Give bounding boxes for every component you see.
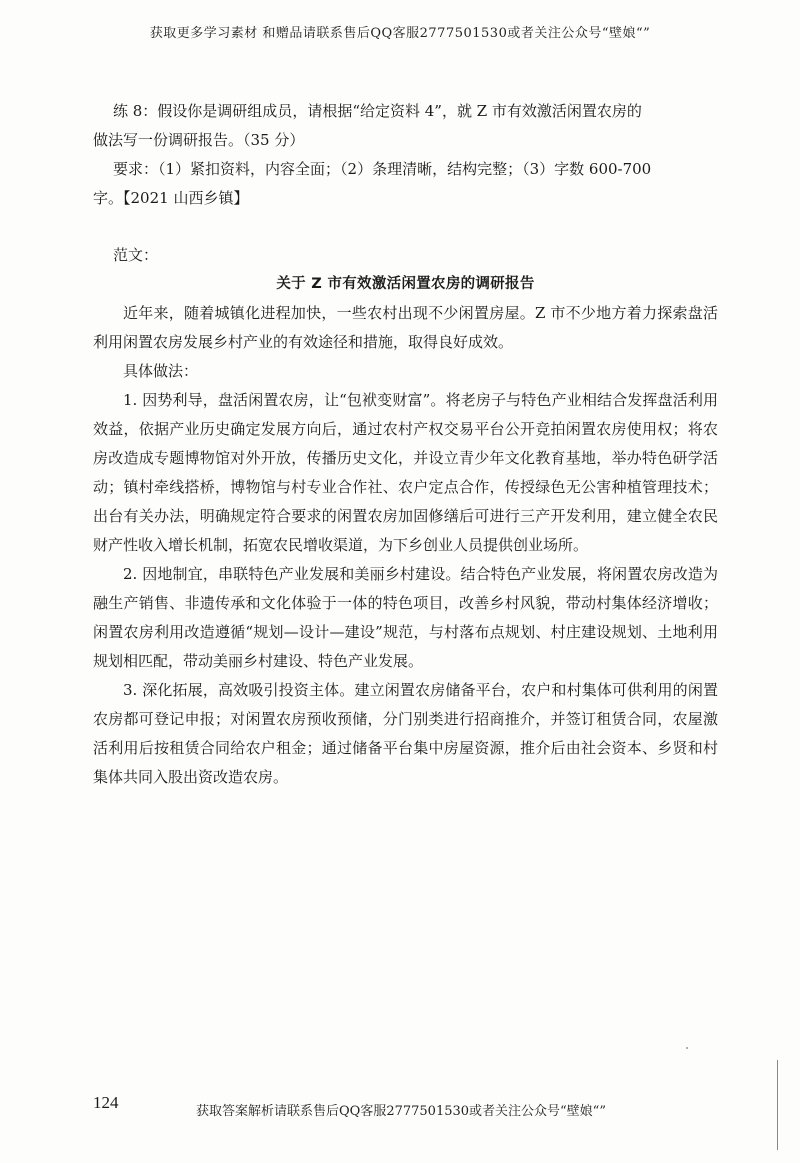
page-footer: 获取答案解析请联系售后QQ客服2777501530或者关注公众号“壁娘“” bbox=[196, 1104, 606, 1119]
page-number: 124 bbox=[93, 1093, 119, 1112]
question-line-1: 练 8：假设你是调研组成员，请根据“给定资料 4”，就 Z 市有效激活闲置农房的 bbox=[113, 102, 642, 120]
requirements-line-1: 要求：（1）紧扣资料，内容全面；（2）条理清晰，结构完整；（3）字数 600-700 bbox=[113, 160, 652, 178]
report-title: 关于 Z 市有效激活闲置农房的调研报告 bbox=[276, 276, 535, 292]
intro-paragraph: 近年来，随着城镇化进程加快，一些农村出现不少闲置房屋。Z 市不少地方着力探索盘活利用闲置农房发展乡村产业的有效途径和措施，取得良好成效。 bbox=[93, 304, 718, 351]
page-content bbox=[93, 97, 718, 792]
scan-speck bbox=[686, 1047, 688, 1049]
page-header: 获取更多学习素材 和赠品请联系售后QQ客服2777501530或者关注公众号“壁娘“” bbox=[149, 26, 651, 41]
methods-label: 具体做法： bbox=[123, 362, 199, 380]
method-point-3: 3. 深化拓展，高效吸引投资主体。建立闲置农房储备平台，农户和村集体可供利用的闲置农房都可登记申报；对闲置农房预收预储，分门别类进行招商推介，并签订租赁合同，农屋激活利用后按租赁合同给农户租金；通过储备平台集中房屋资源，推介后由社会资本、乡贤和村集体共同入股出资改造农房。 bbox=[93, 681, 718, 786]
spacer bbox=[93, 213, 718, 241]
answer-label: 范文： bbox=[113, 246, 159, 264]
requirements-line-2: 字。【2021 山西乡镇】 bbox=[93, 189, 249, 207]
method-point-2: 2. 因地制宜，串联特色产业发展和美丽乡村建设。结合特色产业发展，将闲置农房改造为融生产销售、非遗传承和文化体验于一体的特色项目，改善乡村风貌，带动村集体经济增收；闲置农房利用改造遵循“规划—设计—建设”规范，与村落布点规划、村庄建设规划、土地利用规划相匹配，带动美丽乡村建设、特色产业发展。 bbox=[93, 565, 718, 670]
method-point-1: 1. 因势利导，盘活闲置农房，让“包袱变财富”。将老房子与特色产业相结合发挥盘活利用效益，依据产业历史确定发展方向后，通过农村产权交易平台公开竞拍闲置农房使用权；将农房改造成专题博物馆对外开放，传播历史文化，并设立青少年文化教育基地，举办特色研学活动；镇村牵线搭桥，博物馆与村专业合作社、农户定点合作，传授绿色无公害种植管理技术；出台有关办法，明确规定符合要求的闲置农房加固修缮后可进行三产开发利用，建立健全农民财产性收入增长机制，拓宽农民增收渠道，为下乡创业人员提供创业场所。 bbox=[93, 391, 718, 554]
question-line-2: 做法写一份调研报告。（35 分） bbox=[93, 131, 305, 149]
scan-edge-line bbox=[777, 1060, 778, 1150]
